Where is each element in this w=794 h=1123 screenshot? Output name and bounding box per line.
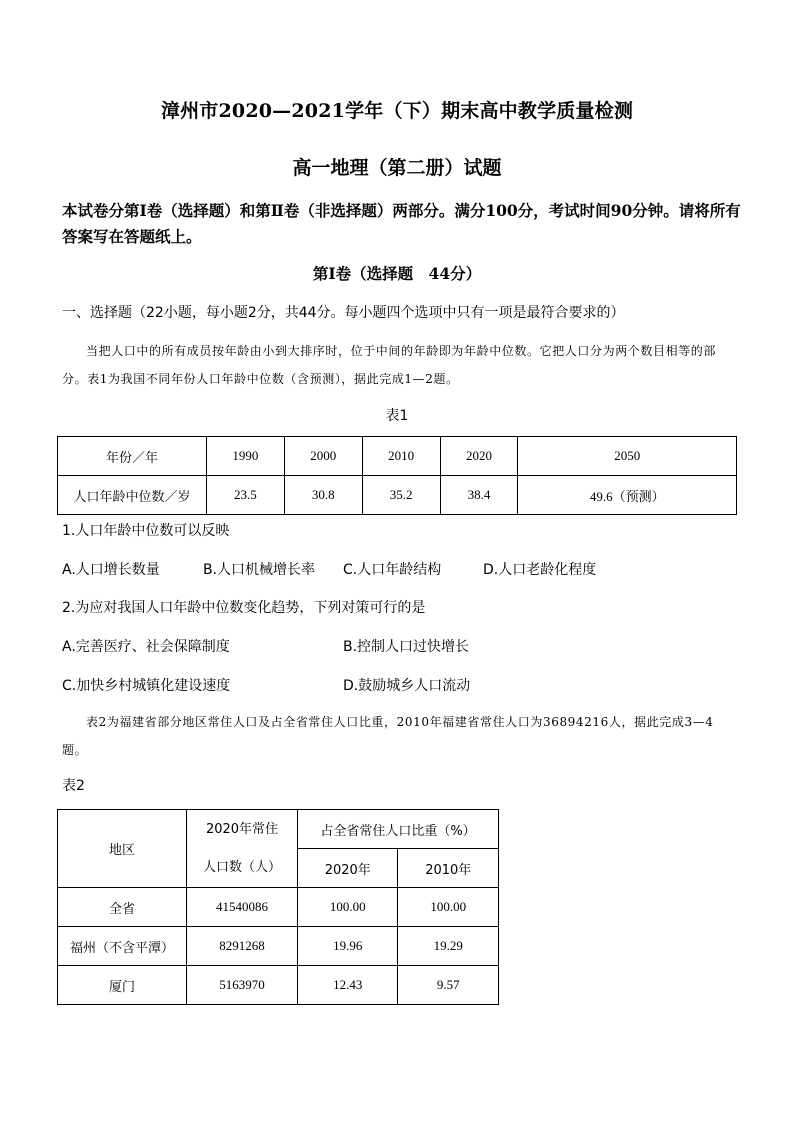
table1-caption: 表1 bbox=[385, 408, 409, 424]
table2-header-2010: 2010年 bbox=[398, 849, 499, 888]
question-2-option-a: A.完善医疗、社会保障制度 bbox=[62, 639, 230, 655]
table2-header-population-line1: 2020年常住 bbox=[205, 821, 279, 837]
table-row bbox=[58, 810, 499, 849]
table2-region-cell: 全省 bbox=[58, 888, 187, 927]
question-stem-2: 表2为福建省部分地区常住人口及占全省常住人口比重，2010年福建省常住人口为36894216人，据此完成3—4题。 bbox=[62, 715, 714, 757]
question-2-option-c: C.加快乡村城镇化建设速度 bbox=[62, 678, 231, 694]
question-1-option-b: B.人口机械增长率 bbox=[203, 562, 316, 578]
table2-header-population bbox=[187, 810, 298, 888]
exam-title: 漳州市2020—2021学年（下）期末高中教学质量检测 bbox=[160, 100, 634, 122]
question-2-option-b: B.控制人口过快增长 bbox=[343, 639, 470, 655]
table-row bbox=[58, 927, 499, 966]
table1-row-header-median: 人口年龄中位数／岁 bbox=[58, 476, 207, 515]
table2-region-cell: 厦门 bbox=[58, 966, 187, 1005]
question-section-header: 一、选择题（22小题，每小题2分，共44分。每小题四个选项中只有一项是最符合要求的） bbox=[62, 305, 625, 321]
table-row bbox=[58, 437, 737, 476]
section-heading: 第Ⅰ卷（选择题 44分） bbox=[312, 264, 482, 283]
table2-share-2010-cell: 19.29 bbox=[398, 927, 499, 966]
question-2-text: 2.为应对我国人口年龄中位数变化趋势，下列对策可行的是 bbox=[62, 600, 426, 616]
table2-header-population-line2: 人口数（人） bbox=[202, 859, 281, 875]
question-2-option-d: D.鼓励城乡人口流动 bbox=[343, 678, 471, 694]
table1-value-cell: 35.2 bbox=[362, 476, 440, 515]
table2-share-2020-cell: 12.43 bbox=[298, 966, 398, 1005]
table1-value-cell: 30.8 bbox=[284, 476, 362, 515]
question-stem-1: 当把人口中的所有成员按年龄由小到大排序时，位于中间的年龄即为年龄中位数。它把人口分为两个数目相等的部分。表1为我国不同年份人口年龄中位数（含预测），据此完成1—2题。 bbox=[62, 344, 717, 386]
table2-header-share: 占全省常住人口比重（%） bbox=[298, 810, 499, 849]
exam-subtitle: 高一地理（第二册）试题 bbox=[292, 157, 502, 179]
question-1-text: 1.人口年龄中位数可以反映 bbox=[62, 523, 230, 539]
table2-header-2020: 2020年 bbox=[298, 849, 398, 888]
table2-population-cell: 41540086 bbox=[187, 888, 298, 927]
table1-value-cell: 49.6（预测） bbox=[518, 476, 737, 515]
table-row bbox=[58, 888, 499, 927]
question-1-option-a: A.人口增长数量 bbox=[62, 562, 160, 578]
table1-year-cell: 1990 bbox=[207, 437, 285, 476]
table2 bbox=[57, 809, 499, 1005]
table1-year-cell: 2050 bbox=[518, 437, 737, 476]
table2-caption: 表2 bbox=[62, 778, 85, 794]
question-1-option-c: C.人口年龄结构 bbox=[343, 562, 442, 578]
table-row bbox=[58, 476, 737, 515]
table1-value-cell: 38.4 bbox=[440, 476, 518, 515]
table-row bbox=[58, 966, 499, 1005]
question-1-option-d: D.人口老龄化程度 bbox=[483, 562, 597, 578]
table2-share-2010-cell: 9.57 bbox=[398, 966, 499, 1005]
table2-share-2020-cell: 100.00 bbox=[298, 888, 398, 927]
exam-instructions: 本试卷分第Ⅰ卷（选择题）和第Ⅱ卷（非选择题）两部分。满分100分，考试时间90分钟。请将所有答案写在答题纸上。 bbox=[62, 201, 741, 246]
table1-year-cell: 2020 bbox=[440, 437, 518, 476]
table2-header-region: 地区 bbox=[58, 810, 187, 888]
table2-share-2010-cell: 100.00 bbox=[398, 888, 499, 927]
table1-value-cell: 23.5 bbox=[207, 476, 285, 515]
table2-share-2020-cell: 19.96 bbox=[298, 927, 398, 966]
table1 bbox=[57, 436, 737, 515]
table2-region-cell: 福州（不含平潭） bbox=[58, 927, 187, 966]
table1-year-cell: 2000 bbox=[284, 437, 362, 476]
table1-year-cell: 2010 bbox=[362, 437, 440, 476]
table2-population-cell: 5163970 bbox=[187, 966, 298, 1005]
table1-row-header-year: 年份／年 bbox=[58, 437, 207, 476]
table2-population-cell: 8291268 bbox=[187, 927, 298, 966]
